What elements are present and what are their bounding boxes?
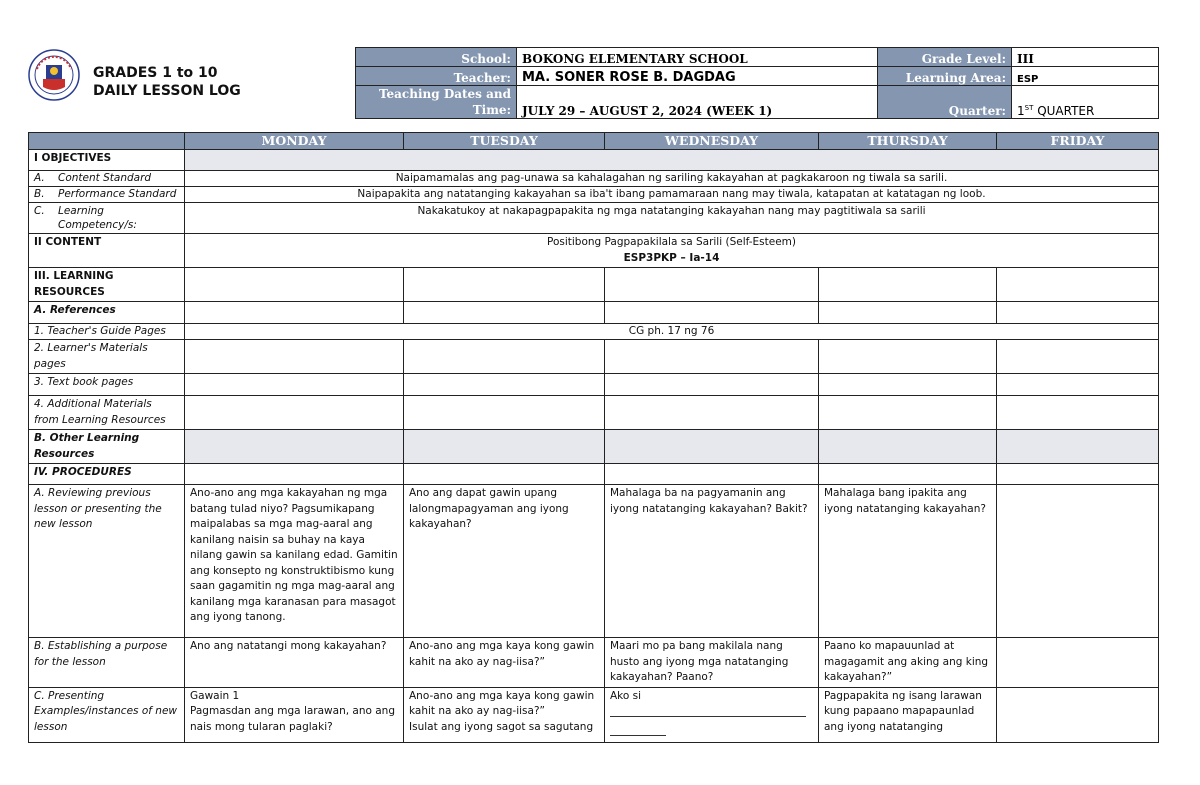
content-value: [185, 234, 1159, 268]
teacher-value: MA. SONER ROSE B. DAGDAG: [517, 67, 878, 86]
procedures-tue: [404, 464, 605, 485]
presenting-wed: [605, 687, 819, 743]
deped-seal-icon: [28, 49, 80, 101]
purpose-tue: Ano-ano ang mga kaya kong gawin kahit na ako ay nag-iisa?”: [404, 638, 605, 688]
dates-label: [356, 86, 517, 119]
procedures-fri: [997, 464, 1159, 485]
procedures-thu: [819, 464, 997, 485]
lm-tue: [404, 340, 605, 374]
presenting-tue-line-2: Isulat ang iyong sagot sa sagutang: [409, 720, 594, 733]
resources-fri: [997, 268, 1159, 302]
purpose-mon: Ano ang natatangi mong kakayahan?: [185, 638, 404, 688]
content-code: ESP3PKP – Ia-14: [623, 251, 720, 264]
other-mon: [185, 430, 404, 464]
tb-tue: [404, 374, 605, 396]
procedures-wed: [605, 464, 819, 485]
textbook-row: [29, 374, 1159, 396]
resources-wed: [605, 268, 819, 302]
tb-fri: [997, 374, 1159, 396]
day-tuesday: TUESDAY: [404, 133, 605, 150]
competency-letter: C.: [34, 205, 45, 217]
day-friday: FRIDAY: [997, 133, 1159, 150]
teacher-label: Teacher:: [356, 67, 517, 86]
teachers-guide-row: [29, 324, 1159, 340]
lm-thu: [819, 340, 997, 374]
grade-value: III: [1012, 48, 1159, 67]
references-tue: [404, 302, 605, 324]
competency-row: [29, 203, 1159, 234]
procedures-row: [29, 464, 1159, 485]
content-standard-value: Naipamamalas ang pag-unawa sa kahalagahan ng sariling kakayahan at pagkakaroon ng tiwala sa sarili.: [185, 171, 1159, 187]
content-standard-letter: A.: [34, 172, 45, 184]
dates-label-2: Time:: [472, 103, 511, 117]
teachers-guide-label: 1. Teacher's Guide Pages: [29, 324, 185, 340]
learners-materials-label: 2. Learner's Materials pages: [29, 340, 185, 374]
content-heading: II CONTENT: [29, 234, 185, 268]
add-thu: [819, 396, 997, 430]
presenting-thu: Pagpapakita ng isang larawan kung papaano mapapaunlad ang iyong natatanging: [819, 687, 997, 743]
presenting-mon: [185, 687, 404, 743]
title-line-2: DAILY LESSON LOG: [93, 83, 241, 99]
quarter-text: QUARTER: [1033, 104, 1095, 118]
competency-label: [29, 203, 185, 234]
dates-value: JULY 29 – AUGUST 2, 2024 (WEEK 1): [517, 86, 878, 119]
content-standard-label: [29, 171, 185, 187]
presenting-row: [29, 687, 1159, 743]
presenting-label: C. Presenting Examples/instances of new lesson: [29, 687, 185, 743]
resources-tue: [404, 268, 605, 302]
references-label: A. References: [29, 302, 185, 324]
quarter-number: 1: [1017, 104, 1025, 118]
procedures-mon: [185, 464, 404, 485]
competency-text-2: Competency/s:: [58, 219, 137, 231]
dates-label-1: Teaching Dates and: [378, 87, 511, 101]
reviewing-label: A. Reviewing previous lesson or presenting the new lesson: [29, 485, 185, 638]
other-wed: [605, 430, 819, 464]
other-fri: [997, 430, 1159, 464]
tb-thu: [819, 374, 997, 396]
presenting-tue: [404, 687, 605, 743]
objectives-row: [29, 150, 1159, 171]
content-standard-row: [29, 171, 1159, 187]
corner-cell: [29, 133, 185, 150]
references-thu: [819, 302, 997, 324]
presenting-mon-line-1: Gawain 1: [190, 689, 240, 702]
day-monday: MONDAY: [185, 133, 404, 150]
tb-wed: [605, 374, 819, 396]
additional-materials-label: 4. Additional Materials from Learning Resources: [29, 396, 185, 430]
header-info-table: [355, 47, 1159, 119]
day-thursday: THURSDAY: [819, 133, 997, 150]
lesson-log-table: [28, 132, 1159, 743]
reviewing-mon: Ano-ano ang mga kakayahan ng mga batang tulad niyo? Pagsumikapang maipalabas sa mga mag-aaral ang kanilang naisin sa buhay na kaya nilang gawin sa kanilang edad. Gamitin ang konsepto ng konstruktibismo kung saan gagamitin ng mga mag-aaral ang kanilang mga karanasan para masagot ang iyong tanong.: [185, 485, 404, 638]
reviewing-tue: Ano ang dapat gawin upang lalongmapagyaman ang iyong kakayahan?: [404, 485, 605, 638]
performance-standard-value: Naipapakita ang natatanging kakayahan sa iba't ibang pamamaraan nang may tiwala, katapatan at katatagan ng loob.: [185, 187, 1159, 203]
resources-mon: [185, 268, 404, 302]
other-resources-row: [29, 430, 1159, 464]
presenting-tue-line-1: Ano-ano ang mga kaya kong gawin kahit na ako ay nag-iisa?”: [409, 689, 595, 717]
grade-label: Grade Level:: [878, 48, 1012, 67]
lm-mon: [185, 340, 404, 374]
reviewing-thu: Mahalaga bang ipakita ang iyong natatanging kakayahan?: [819, 485, 997, 638]
school-label: School:: [356, 48, 517, 67]
reviewing-fri: [997, 485, 1159, 638]
presenting-wed-text: Ako si: [610, 689, 642, 702]
day-header-row: [29, 133, 1159, 150]
purpose-wed: Maari mo pa bang makilala nang husto ang iyong mga natatanging kakayahan? Paano?: [605, 638, 819, 688]
competency-text-1: Learning: [58, 205, 104, 217]
quarter-label: Quarter:: [878, 86, 1012, 119]
presenting-fri: [997, 687, 1159, 743]
add-mon: [185, 396, 404, 430]
quarter-value: [1012, 86, 1159, 119]
quarter-superscript: ST: [1024, 104, 1034, 112]
resources-thu: [819, 268, 997, 302]
area-label: Learning Area:: [878, 67, 1012, 86]
other-thu: [819, 430, 997, 464]
performance-standard-label: [29, 187, 185, 203]
lm-wed: [605, 340, 819, 374]
day-wednesday: WEDNESDAY: [605, 133, 819, 150]
other-resources-label: B. Other Learning Resources: [29, 430, 185, 464]
performance-standard-letter: B.: [34, 188, 45, 200]
presenting-mon-line-2: Pagmasdan ang mga larawan, ano ang nais mong tularan paglaki?: [190, 705, 396, 733]
school-value: BOKONG ELEMENTARY SCHOOL: [517, 48, 878, 67]
add-wed: [605, 396, 819, 430]
add-fri: [997, 396, 1159, 430]
title-line-1: GRADES 1 to 10: [93, 65, 218, 81]
resources-row: [29, 268, 1159, 302]
performance-standard-row: [29, 187, 1159, 203]
area-value: ESP: [1012, 67, 1159, 86]
resources-heading: III. LEARNING RESOURCES: [29, 268, 185, 302]
objectives-heading: I OBJECTIVES: [29, 150, 185, 171]
procedures-heading: IV. PROCEDURES: [29, 464, 185, 485]
answer-blank-line: [610, 704, 806, 717]
teachers-guide-value: CG ph. 17 ng 76: [185, 324, 1159, 340]
references-mon: [185, 302, 404, 324]
purpose-label: B. Establishing a purpose for the lesson: [29, 638, 185, 688]
performance-standard-text: Performance Standard: [58, 188, 177, 200]
page-title: [93, 64, 241, 100]
references-wed: [605, 302, 819, 324]
purpose-row: [29, 638, 1159, 688]
answer-blank-line-short: [610, 723, 666, 736]
purpose-fri: [997, 638, 1159, 688]
textbook-label: 3. Text book pages: [29, 374, 185, 396]
content-row: [29, 234, 1159, 268]
learners-materials-row: [29, 340, 1159, 374]
references-row: [29, 302, 1159, 324]
content-standard-text: Content Standard: [58, 172, 152, 184]
reviewing-row: [29, 485, 1159, 638]
lm-fri: [997, 340, 1159, 374]
additional-materials-row: [29, 396, 1159, 430]
objectives-shaded-cell: [185, 150, 1159, 171]
reviewing-wed: Mahalaga ba na pagyamanin ang iyong natatanging kakayahan? Bakit?: [605, 485, 819, 638]
competency-value: Nakakatukoy at nakapagpapakita ng mga natatanging kakayahan nang may pagtitiwala sa sarili: [185, 203, 1159, 234]
add-tue: [404, 396, 605, 430]
purpose-thu: Paano ko mapauunlad at magagamit ang aking ang king kakayahan?”: [819, 638, 997, 688]
other-tue: [404, 430, 605, 464]
content-text: Positibong Pagpapakilala sa Sarili (Self-Esteem): [546, 236, 796, 248]
tb-mon: [185, 374, 404, 396]
references-fri: [997, 302, 1159, 324]
